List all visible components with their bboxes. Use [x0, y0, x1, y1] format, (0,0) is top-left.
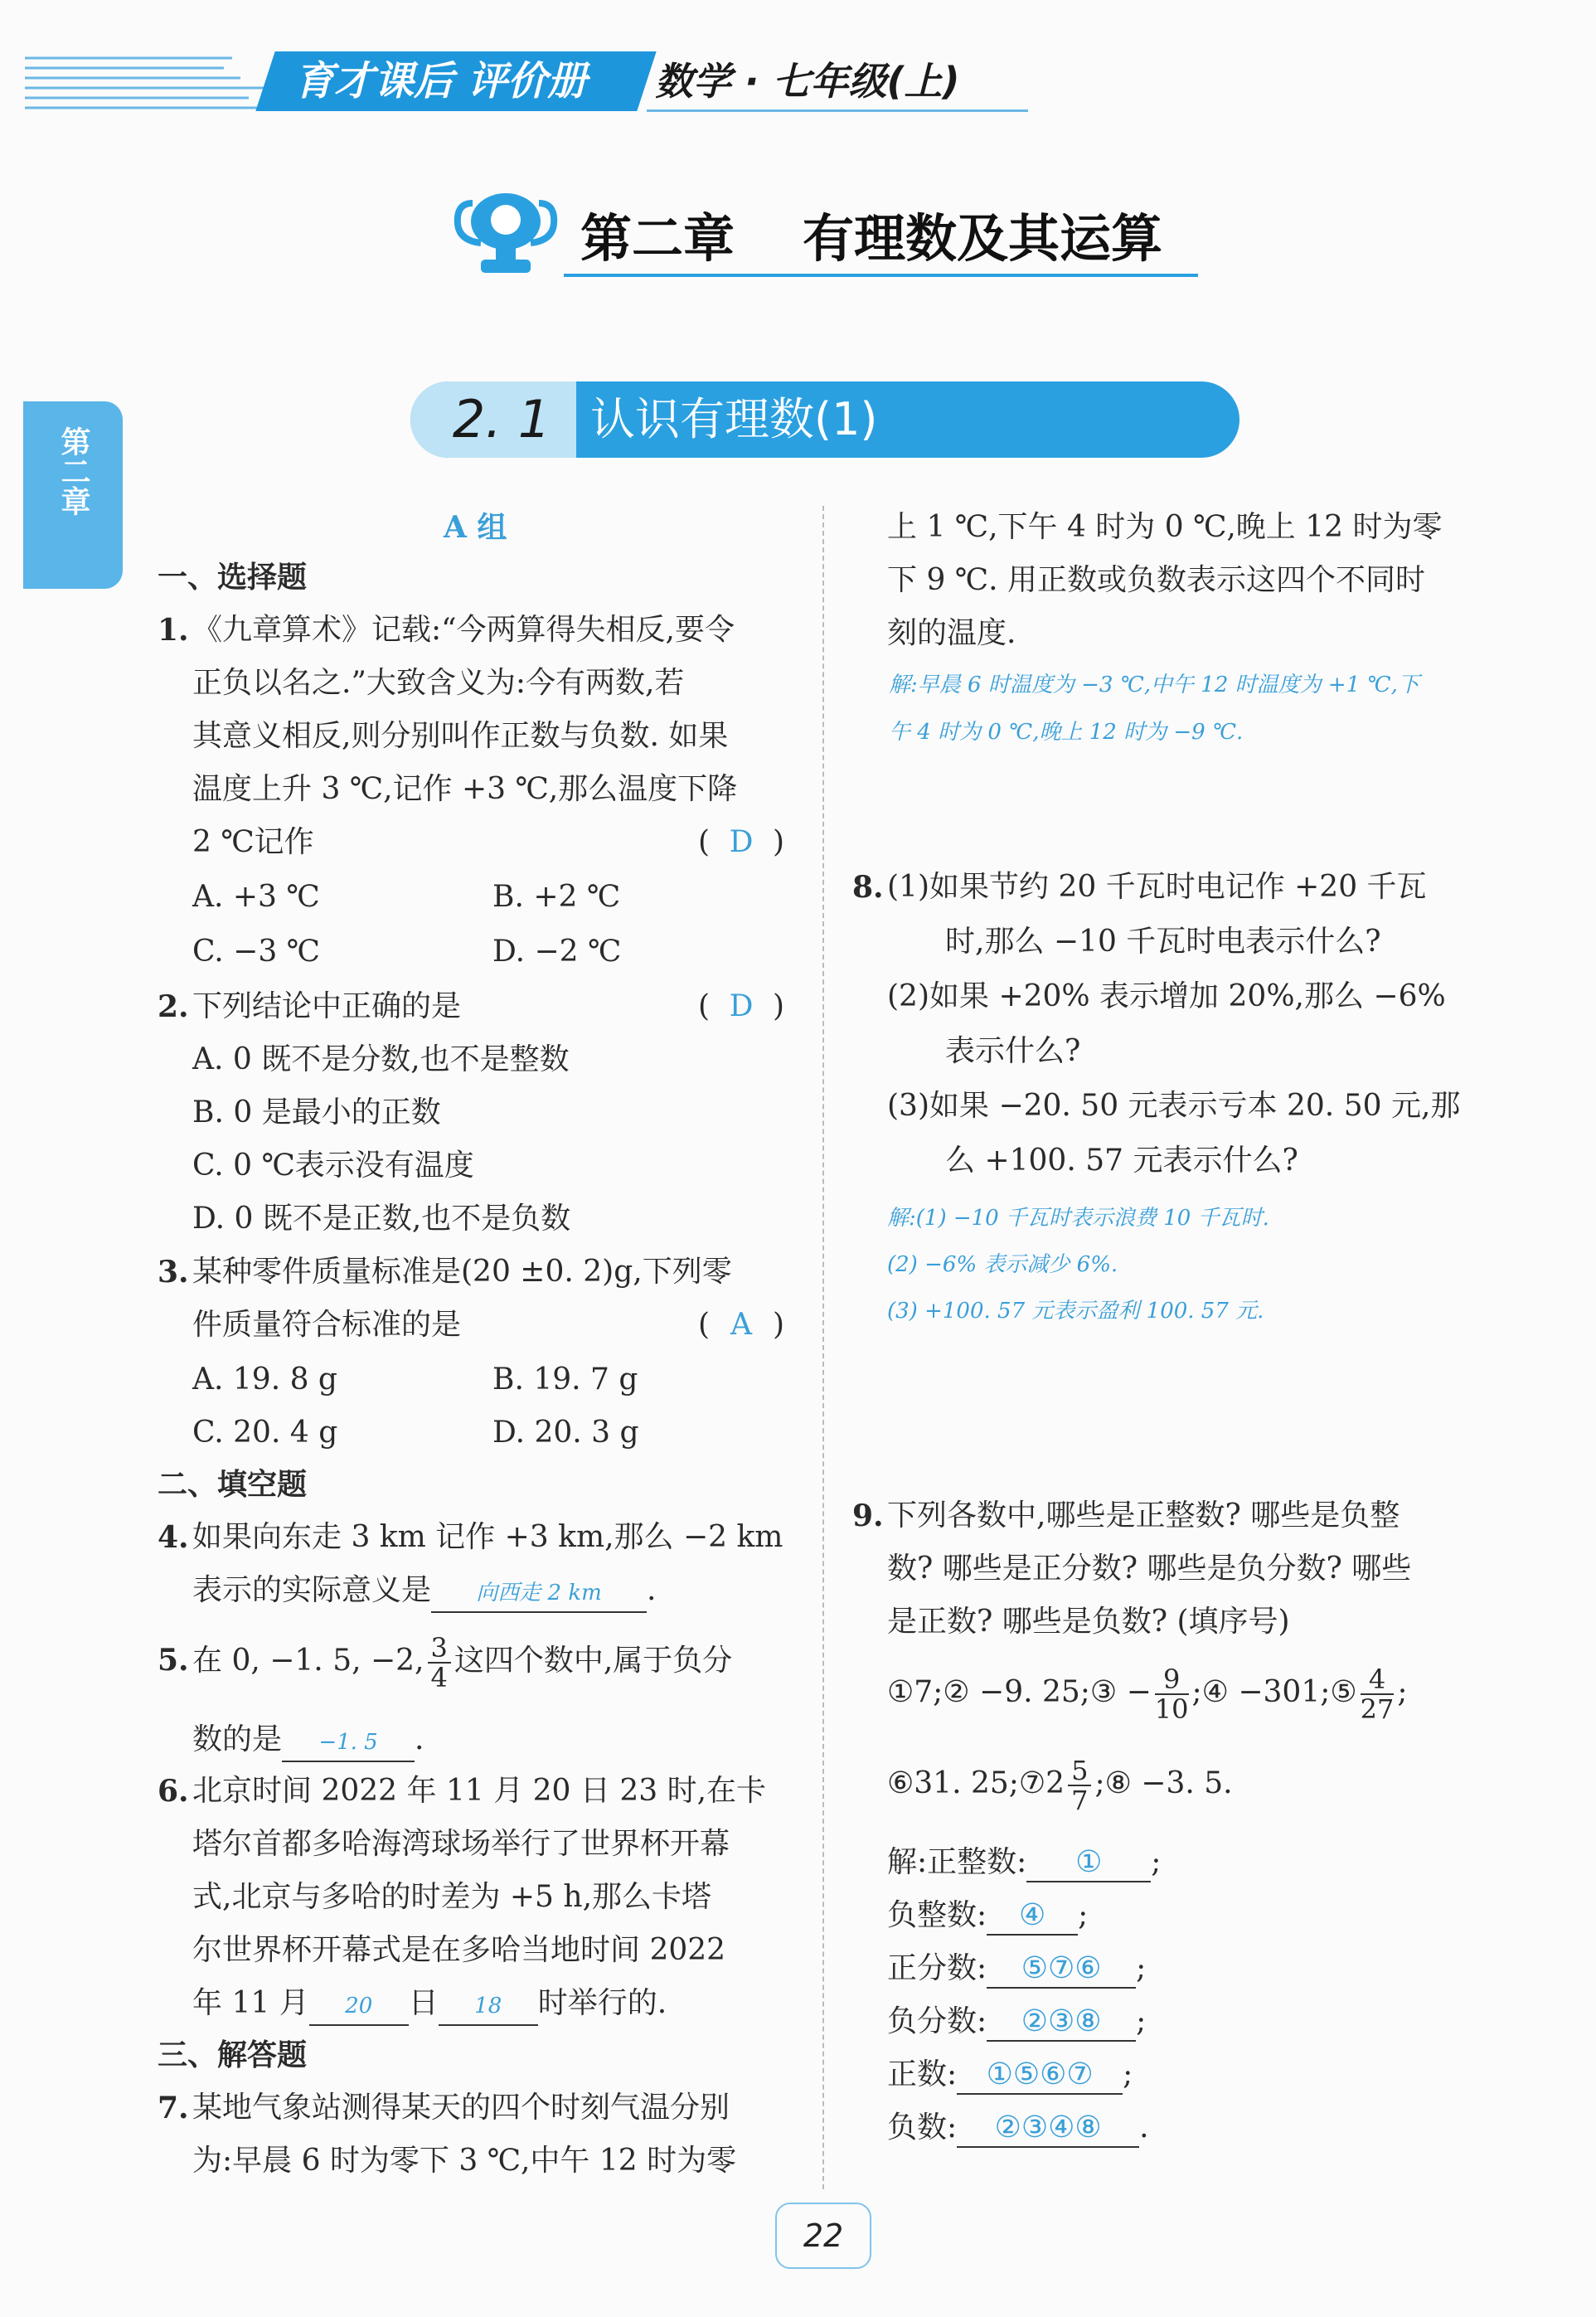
- q8-answer-line: 解:(1) −10 千瓦时表示浪费 10 千瓦时.: [887, 1206, 1269, 1231]
- q3-option-c: C. 20. 4 g: [192, 1416, 338, 1450]
- q4-number: 4.: [158, 1520, 189, 1555]
- q1-number: 1.: [158, 613, 189, 648]
- header-rule: [647, 109, 1028, 112]
- q7-cont-line: 下 9 ℃. 用正数或负数表示这四个不同时: [887, 563, 1425, 597]
- q9-row-answer: ②③⑧: [987, 2004, 1136, 2042]
- q6-answer-hour: 18: [439, 1988, 538, 2026]
- q5-number: 5.: [158, 1643, 189, 1678]
- q8-number: 8.: [852, 870, 884, 905]
- q2-option-b: B. 0 是最小的正数: [192, 1095, 441, 1129]
- page-number: 22: [803, 2217, 844, 2254]
- q6-line: 北京时间 2022 年 11 月 20 日 23 时,在卡: [192, 1774, 767, 1808]
- q9-row-end: ;: [1136, 1951, 1147, 1985]
- section-title: 认识有理数(1): [590, 393, 878, 445]
- q4-line: 如果向东走 3 km 记作 +3 km,那么 −2 km: [192, 1520, 783, 1554]
- q9-answer-row: [887, 2048, 1133, 2101]
- q6-line-last: [192, 1977, 667, 2030]
- q9-row-end: ;: [1123, 2057, 1133, 2091]
- q3-option-d: D. 20. 3 g: [492, 1416, 639, 1450]
- q3-option-a: A. 19. 8 g: [192, 1363, 337, 1397]
- chapter-underline: [564, 274, 1198, 277]
- q9-row-label: 负分数:: [887, 2004, 987, 2038]
- side-chapter-tab-label: 第二章: [56, 426, 90, 516]
- part1-heading: 一、选择题: [158, 560, 308, 595]
- q9-answer-row: [887, 1836, 1161, 1889]
- q1-line: 温度上升 3 ℃,记作 +3 ℃,那么温度下降: [192, 772, 738, 806]
- q9-frac3-num: 5: [1068, 1756, 1091, 1786]
- q6-answer-month-day: 20: [309, 1988, 409, 2026]
- q7-cont-line: 上 1 ℃,下午 4 时为 0 ℃,晚上 12 时为零: [887, 510, 1443, 544]
- q9-frac2-den: 27: [1360, 1693, 1395, 1725]
- q6-line: 塔尔首都多哈海湾球场举行了世界杯开幕: [192, 1827, 730, 1861]
- q7-line: 某地气象站测得某天的四个时刻气温分别: [192, 2091, 730, 2125]
- q2-answer: D: [729, 989, 754, 1023]
- q7-cont-line: 刻的温度.: [887, 616, 1016, 650]
- q7-line: 为:早晨 6 时为零下 3 ℃,中午 12 时为零: [192, 2144, 737, 2178]
- q6-number: 6.: [158, 1774, 189, 1809]
- q9-row-answer: ②③④⑧: [957, 2110, 1139, 2148]
- q9-row-answer: ⑤⑦⑥: [987, 1950, 1136, 1989]
- q9-line: 是正数? 哪些是负数? (填序号): [887, 1605, 1290, 1639]
- q4-end: .: [647, 1573, 657, 1607]
- q2-option-c: C. 0 ℃表示没有温度: [192, 1149, 474, 1183]
- q9-row-label: 负数:: [887, 2111, 958, 2145]
- q9-number-list-2: [887, 1756, 1233, 1814]
- q1-answer-paren: ( D ): [698, 816, 784, 869]
- q4-line-2: [192, 1564, 656, 1617]
- group-label: A 组: [444, 510, 507, 545]
- q5-line-2: [192, 1713, 424, 1766]
- q9-list1-a: ①7;② −9. 25;③ −: [887, 1675, 1152, 1709]
- q9-row-label: 正数:: [887, 2057, 958, 2091]
- q8-answer-line: (3) +100. 57 元表示盈利 100. 57 元.: [887, 1299, 1264, 1324]
- q9-list1-b: ;④ −301;⑤: [1191, 1675, 1357, 1709]
- q7-number: 7.: [158, 2091, 189, 2125]
- chapter-title: 有理数及其运算: [803, 208, 1163, 269]
- q6-mid: 日: [408, 1986, 439, 2020]
- q9-fraction-1: [1155, 1665, 1189, 1723]
- q7-answer-line: 解:早晨 6 时温度为 −3 ℃,中午 12 时温度为 +1 ℃,下: [889, 673, 1419, 697]
- q1-option-a: A. +3 ℃: [192, 880, 320, 914]
- q5-line2-text: 数的是: [192, 1722, 283, 1756]
- q9-row-end: ;: [1136, 2004, 1147, 2038]
- q8-line: 么 +100. 57 元表示什么?: [945, 1144, 1298, 1178]
- q3-line: 件质量符合标准的是: [192, 1308, 462, 1342]
- q6-line: 式,北京与多哈的时差为 +5 h,那么卡塔: [192, 1880, 712, 1914]
- q1-answer: D: [729, 825, 754, 859]
- q6-line: 尔世界杯开幕式是在多哈当地时间 2022: [192, 1933, 726, 1967]
- q8-answer-line: (2) −6% 表示减少 6%.: [887, 1252, 1118, 1277]
- q9-line: 下列各数中,哪些是正整数? 哪些是负整: [887, 1499, 1400, 1533]
- section-number: 2. 1: [452, 389, 551, 449]
- q9-answer-row: [887, 1942, 1146, 1995]
- q3-line: 某种零件质量标准是(20 ±0. 2)g,下列零: [192, 1255, 732, 1289]
- q9-frac1-num: 9: [1155, 1665, 1189, 1695]
- q1-line: 其意义相反,则分别叫作正数与负数. 如果: [192, 719, 729, 753]
- q9-row-answer: ①: [1026, 1844, 1151, 1882]
- q9-row-answer: ④: [987, 1897, 1078, 1936]
- q5-post: 这四个数中,属于负分: [454, 1644, 733, 1678]
- q9-answer-row: [887, 1889, 1088, 1942]
- q9-fraction-3: [1068, 1756, 1091, 1814]
- header-series: 育才课后 评价册: [294, 58, 587, 104]
- q2-stem: 下列结论中正确的是: [192, 989, 462, 1023]
- q8-line: (1)如果节约 20 千瓦时电记作 +20 千瓦: [887, 870, 1427, 904]
- part3-heading: 三、解答题: [158, 2038, 308, 2072]
- q5-end: .: [415, 1722, 424, 1756]
- q3-number: 3.: [158, 1255, 189, 1290]
- q9-row-label: 正分数:: [887, 1951, 987, 1985]
- header-subject: 数学 · 七年级(上): [655, 59, 960, 104]
- q4-answer: 向西走 2 km: [431, 1575, 647, 1613]
- q8-line: (3)如果 −20. 50 元表示亏本 20. 50 元,那: [887, 1089, 1461, 1123]
- q2-answer-paren: ( D ): [698, 980, 784, 1033]
- q9-row-end: ;: [1078, 1898, 1089, 1932]
- q1-line: 正负以名之.”大致含义为:今有两数,若: [192, 666, 685, 700]
- side-chapter-tab: [23, 401, 123, 589]
- q5-answer: −1. 5: [282, 1724, 415, 1762]
- part2-heading: 二、填空题: [158, 1467, 308, 1502]
- q2-number: 2.: [158, 989, 189, 1024]
- q2-option-a: A. 0 既不是分数,也不是整数: [192, 1042, 570, 1076]
- q3-answer: A: [730, 1308, 753, 1342]
- q1-line: 2 ℃记作: [192, 825, 314, 859]
- q9-number-list-1: [887, 1665, 1408, 1723]
- chapter-label: 第二章: [580, 208, 735, 269]
- q8-line: (2)如果 +20% 表示增加 20%,那么 −6%: [887, 979, 1446, 1013]
- q8-line: 时,那么 −10 千瓦时电表示什么?: [945, 925, 1381, 959]
- q5-fraction: [428, 1634, 451, 1692]
- q9-answer-row: [887, 2101, 1149, 2154]
- q2-option-d: D. 0 既不是正数,也不是负数: [192, 1202, 571, 1236]
- q6-last-post: 时举行的.: [537, 1986, 667, 2020]
- q9-list1-c: ;: [1397, 1675, 1408, 1709]
- q7-answer-line: 午 4 时为 0 ℃,晚上 12 时为 −9 ℃.: [889, 720, 1244, 745]
- q9-answer-row: [887, 1995, 1146, 2048]
- q5-line: [192, 1634, 732, 1692]
- q9-frac1-den: 10: [1154, 1693, 1189, 1725]
- q9-line: 数? 哪些是正分数? 哪些是负分数? 哪些: [887, 1552, 1412, 1586]
- q1-option-b: B. +2 ℃: [492, 880, 621, 914]
- q9-number: 9.: [852, 1499, 884, 1533]
- q9-frac2-num: 4: [1361, 1665, 1395, 1695]
- q5-pre: 在 0, −1. 5, −2,: [192, 1644, 424, 1678]
- q9-row-label: 负整数:: [887, 1898, 987, 1932]
- q9-fraction-2: [1361, 1665, 1395, 1723]
- page-number-box: [775, 2203, 871, 2269]
- q9-row-label: 解:正整数:: [887, 1845, 1027, 1879]
- q6-last-pre: 年 11 月: [192, 1986, 309, 2020]
- q3-option-b: B. 19. 7 g: [492, 1363, 638, 1397]
- q1-line: 《九章算术》记载:“今两算得失相反,要令: [192, 613, 735, 647]
- trophy-icon: [448, 187, 564, 278]
- column-divider: [822, 506, 824, 2189]
- q9-list2-b: ;⑧ −3. 5.: [1094, 1766, 1233, 1800]
- q4-line2-text: 表示的实际意义是: [192, 1573, 432, 1607]
- q9-list2-a: ⑥31. 25;⑦2: [887, 1766, 1065, 1800]
- q5-frac-num: 3: [428, 1634, 451, 1664]
- q1-option-c: C. −3 ℃: [192, 935, 320, 969]
- q3-answer-paren: ( A ): [698, 1299, 784, 1352]
- q9-row-end: .: [1139, 2111, 1149, 2145]
- q9-frac3-den: 7: [1071, 1785, 1089, 1816]
- q5-frac-den: 4: [430, 1662, 448, 1693]
- q1-option-d: D. −2 ℃: [492, 935, 622, 969]
- q8-line: 表示什么?: [945, 1034, 1081, 1068]
- q9-row-end: ;: [1151, 1845, 1162, 1879]
- q9-row-answer: ①⑤⑥⑦: [957, 2057, 1123, 2095]
